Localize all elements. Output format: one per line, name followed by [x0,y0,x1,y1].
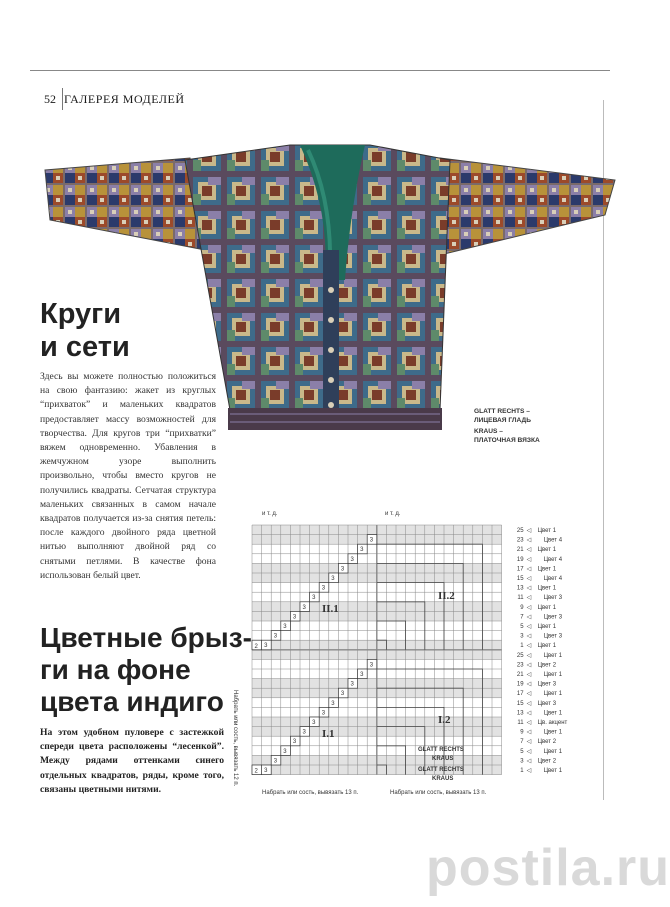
row-color-label: Цвет 1 [537,624,557,630]
quad-label-i2: I.2 [438,714,451,726]
postila-logo [426,838,670,898]
header-separator [62,88,63,110]
row-color-label: Цвет 2 [537,662,557,669]
row-color-label: Цвет 1 [537,643,557,650]
row-color-label: Цвет 3 [537,681,557,688]
row-number: 15 [516,576,524,582]
row-number: 5 [520,748,524,755]
row-arrow-icon: ◁ [526,604,532,611]
row-number: 21 [516,672,524,678]
row-number: 7 [520,614,524,621]
stair-number: 3 [283,748,287,755]
row-color-label: Цвет 1 [537,585,557,592]
row-color-label: Цвет 3 [543,633,563,640]
row-arrow-icon: ◁ [526,537,532,544]
stair-number: 3 [312,595,316,602]
row-number: 13 [516,710,524,717]
start-number: 2 [254,643,258,650]
row-color-label: Цвет 3 [543,595,563,602]
row-arrow-icon: ◁ [526,700,532,707]
row-color-label: Цвет 4 [543,576,563,582]
legend-glatt: GLATT RECHTS – [474,408,530,415]
article2-title-line3: цвета индиго [40,686,224,717]
row-arrow-icon: ◁ [526,739,532,746]
stair-number: 3 [273,633,278,640]
stair-number: 3 [312,720,316,726]
row-color-label: Цвет 1 [543,652,563,659]
stair-number: 3 [331,576,335,582]
row-arrow-icon: ◁ [526,652,532,659]
row-color-label: Цвет 1 [537,528,557,534]
row-number: 3 [520,758,524,765]
row-number: 15 [516,700,524,707]
stair-number: 3 [292,614,297,621]
stair-number: 3 [360,547,364,554]
legend-kraus: KRAUS – [474,428,503,435]
row-number: 3 [520,633,524,640]
article1-title-line2: и сети [40,331,130,363]
stair-number: 3 [302,729,306,736]
row-color-label: Цвет 1 [537,604,557,611]
stair-number: 3 [331,700,335,707]
row-arrow-icon: ◁ [526,643,532,650]
glatt-label-2: GLATT RECHTS [418,767,464,773]
row-arrow-icon: ◁ [526,566,532,573]
stair-number: 3 [350,556,354,563]
row-color-label: Цвет 1 [543,691,563,698]
row-color-label: Цвет 1 [543,748,563,755]
stair-number: 3 [369,537,374,544]
row-arrow-icon: ◁ [526,547,532,554]
start-number: 2 [254,768,258,775]
row-number: 1 [520,643,524,650]
row-arrow-icon: ◁ [526,748,532,755]
row-arrow-icon: ◁ [526,672,532,678]
stair-number: 3 [321,585,326,592]
stair-number: 3 [350,681,354,688]
stair-number: 3 [273,758,278,765]
nested-square-line [377,544,483,650]
quad-label-ii1: II.1 [322,603,339,615]
chart-row-numbers [517,528,568,774]
row-color-label: Цвет 1 [543,768,563,774]
row-arrow-icon: ◁ [526,633,532,640]
stair-number: 3 [264,768,268,774]
row-color-label: Цвет 2 [537,758,557,765]
row-number: 25 [516,652,524,659]
stair-number: 3 [340,566,345,573]
row-arrow-icon: ◁ [526,729,532,736]
row-arrow-icon: ◁ [526,576,532,582]
knitting-chart [232,505,600,805]
legend-glatt-ru: ЛИЦЕВАЯ ГЛАДЬ [474,417,531,424]
chart-top-label-left: и т. д. [262,511,278,517]
glatt-label-1: GLATT RECHTS [418,747,464,753]
stair-number: 3 [340,691,345,698]
row-number: 5 [520,624,524,630]
row-color-label: Цвет 4 [543,556,563,563]
article2-body: На этом удобном пуловере с застежкой спереди цвета расположены “лесенкой”. Между рядами оттенками синего отдельных квадратов, ряды, кроме того, связаны цветными нитями. [40,727,224,795]
row-color-label: Цвет 2 [537,739,557,746]
row-arrow-icon: ◁ [526,585,532,592]
article1-body: Здесь вы можете полностью положиться на свою фантазию: жакет из круглых “прихваток” и маленьких квадратов предоставляет массу возможностей для творчества. Для кругов три “прихватки” вяжем одновременно. Убавления в жемчужном узоре выполнить произвольно, чтобы вместо кругов не получились квадраты. Сетчатая структура маленьких связанных в самом начале квадратов получается из-за снятия петель: после каждого двойного ряда цветной нитью выполняют двойной ряд со снятыми петлями. В качестве фона использован белый цвет. [40,371,216,581]
row-arrow-icon: ◁ [526,710,532,717]
logo-text: postila.ru [426,839,670,897]
stair-number: 3 [302,604,306,611]
row-color-label: Цвет 1 [543,710,563,717]
stair-number: 3 [369,662,374,669]
row-number: 23 [516,662,524,669]
row-number: 17 [516,691,524,698]
article2-title-line1: Цветные брыз- [40,622,252,653]
stair-number: 3 [360,672,364,678]
row-number: 21 [516,547,524,554]
row-arrow-icon: ◁ [526,681,532,688]
stair-number: 3 [292,739,297,746]
row-color-label: Цвет 4 [543,537,563,544]
row-color-label: Цв. акцент [537,720,568,726]
chart-side-label: Набрать или сость, вывязать 12 п. [232,690,238,787]
stair-number: 3 [321,710,326,717]
row-number: 17 [516,566,524,573]
article2-title-line2: ги на фоне [40,654,191,685]
row-arrow-icon: ◁ [526,758,532,765]
row-arrow-icon: ◁ [526,556,532,563]
row-number: 11 [517,720,524,726]
row-number: 7 [520,739,524,746]
quad-label-ii2: II.2 [438,590,455,602]
row-arrow-icon: ◁ [526,624,532,630]
top-rule [30,70,610,71]
row-number: 9 [520,729,524,736]
legend-kraus-ru: ПЛАТОЧНАЯ ВЯЗКА [474,437,540,444]
row-arrow-icon: ◁ [526,691,532,698]
kraus-label-1: KRAUS [432,756,454,762]
chart-top-label-right: и т. д. [385,511,401,517]
row-color-label: Цвет 3 [537,700,557,707]
chart-bottom-label-left: Набрать или сость, вывязать 13 п. [262,790,359,796]
page-number: 52 [44,92,56,106]
stair-number: 3 [264,643,268,650]
row-color-label: Цвет 1 [543,672,563,678]
kraus-label-2: KRAUS [432,776,454,782]
row-color-label: Цвет 1 [537,566,557,573]
row-arrow-icon: ◁ [526,768,532,774]
row-number: 9 [520,604,524,611]
row-number: 1 [520,768,524,774]
row-number: 19 [516,556,524,563]
chart-grid [252,525,502,775]
row-number: 23 [516,537,524,544]
row-color-label: Цвет 1 [543,729,563,736]
row-arrow-icon: ◁ [526,720,532,726]
row-number: 13 [516,585,524,592]
row-arrow-icon: ◁ [526,595,532,602]
row-arrow-icon: ◁ [526,528,532,534]
quad-label-i1: I.1 [322,728,335,740]
row-number: 19 [516,681,524,688]
row-arrow-icon: ◁ [526,662,532,669]
row-arrow-icon: ◁ [526,614,532,621]
row-number: 11 [517,595,524,602]
chart-bottom-label-right: Набрать или сость, вывязать 13 п. [390,790,487,796]
section-title: ГАЛЕРЕЯ МОДЕЛЕЙ [64,92,185,106]
row-color-label: Цвет 3 [543,614,563,621]
row-number: 25 [516,528,524,534]
article1-title-line1: Круги [40,298,122,330]
stair-number: 3 [283,624,287,630]
row-color-label: Цвет 1 [537,547,557,554]
